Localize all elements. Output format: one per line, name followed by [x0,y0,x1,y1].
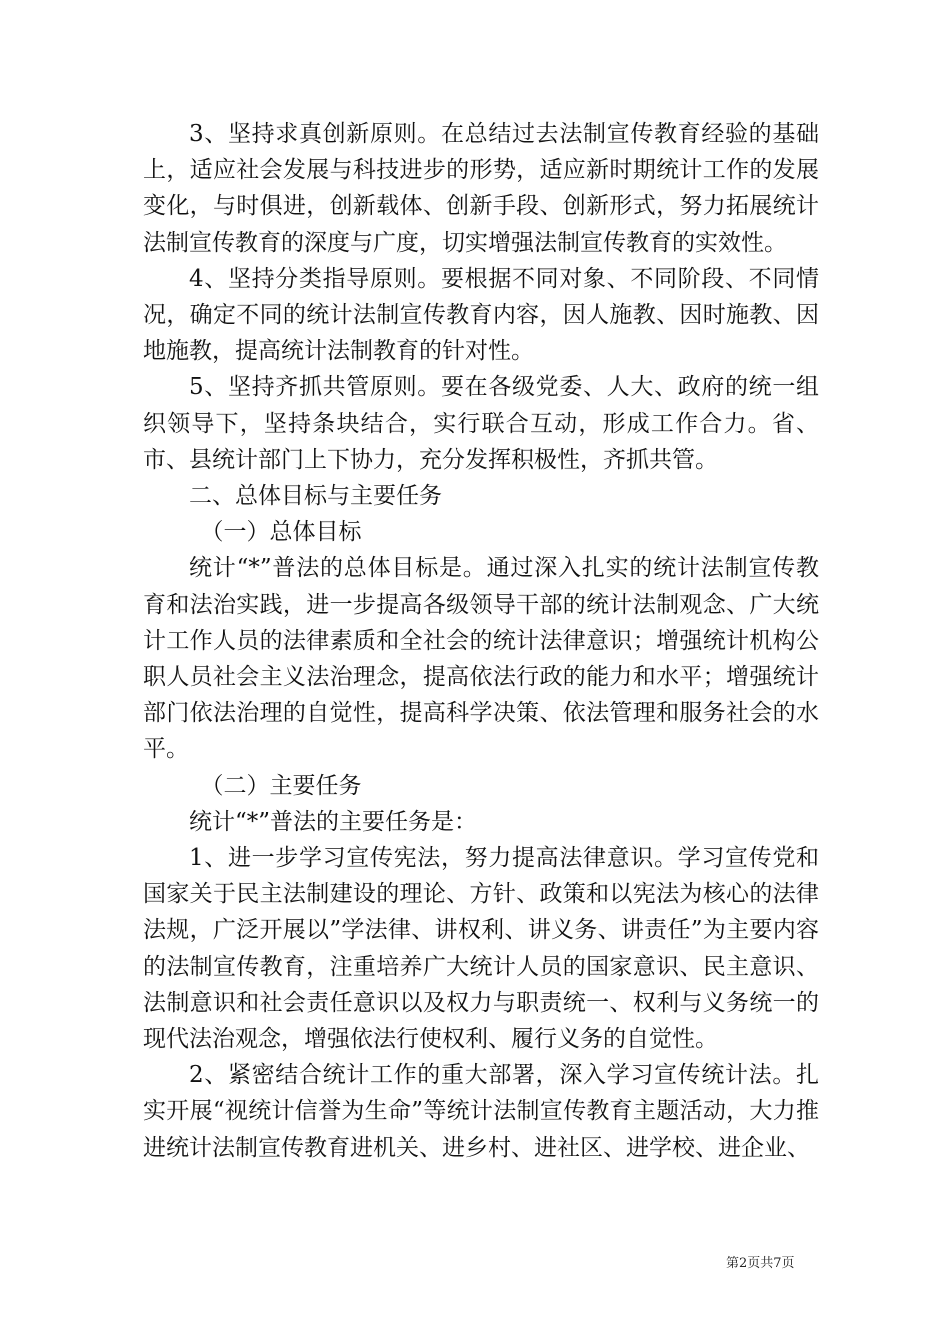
document-body [143,116,819,1166]
paragraph-principle-4: 4、坚持分类指导原则。要根据不同对象、不同阶段、不同情况，确定不同的统计法制宣传教育内容，因人施教、因时施教、因地施教，提高统计法制教育的针对性。 [143,265,819,365]
paragraph-task-2: 2、紧密结合统计工作的重大部署，深入学习宣传统计法。扎实开展“视统计信誉为生命”等统计法制宣传教育主题活动，大力推进统计法制宣传教育进机关、进乡村、进社区、进学校、进企业、 [143,1062,819,1161]
subheading-main-tasks: （二）主要任务 [200,772,362,799]
paragraph-overall-goal: 统计“*”普法的总体目标是。通过深入扎实的统计法制宣传教育和法治实践，进一步提高各级领导干部的统计法制观念、广大统计工作人员的法律素质和全社会的统计法律意识；增强统计机构公职人员社会主义法治理念，提高依法行政的能力和水平；增强统计部门依法治理的自觉性，提高科学决策、依法管理和服务社会的水平。 [143,555,819,763]
section-heading-2: 二、总体目标与主要任务 [189,483,442,510]
page-number: 第2页共7页 [726,1256,795,1271]
paragraph-main-tasks-intro: 统计“*”普法的主要任务是： [189,808,478,835]
paragraph-principle-5: 5、坚持齐抓共管原则。要在各级党委、人大、政府的统一组织领导下，坚持条块结合，实行联合互动，形成工作合力。省、市、县统计部门上下协力，充分发挥积极性，齐抓共管。 [143,374,819,473]
paragraph-task-1: 1、进一步学习宣传宪法，努力提高法律意识。学习宣传党和国家关于民主法制建设的理论、方针、政策和以宪法为核心的法律法规，广泛开展以”学法律、讲权利、讲义务、讲责任”为主要内容的法制宣传教育，注重培养广大统计人员的国家意识、民主意识、法制意识和社会责任意识以及权力与职责统一、权利与义务统一的现代法治观念，增强依法行使权利、履行义务的自觉性。 [143,845,819,1053]
subheading-overall-goal: （一）总体目标 [200,519,362,546]
paragraph-principle-3: 3、坚持求真创新原则。在总结过去法制宣传教育经验的基础上，适应社会发展与科技进步的形势，适应新时期统计工作的发展变化，与时俱进，创新载体、创新手段、创新形式，努力拓展统计法制宣传教育的深度与广度，切实增强法制宣传教育的实效性。 [143,121,819,256]
